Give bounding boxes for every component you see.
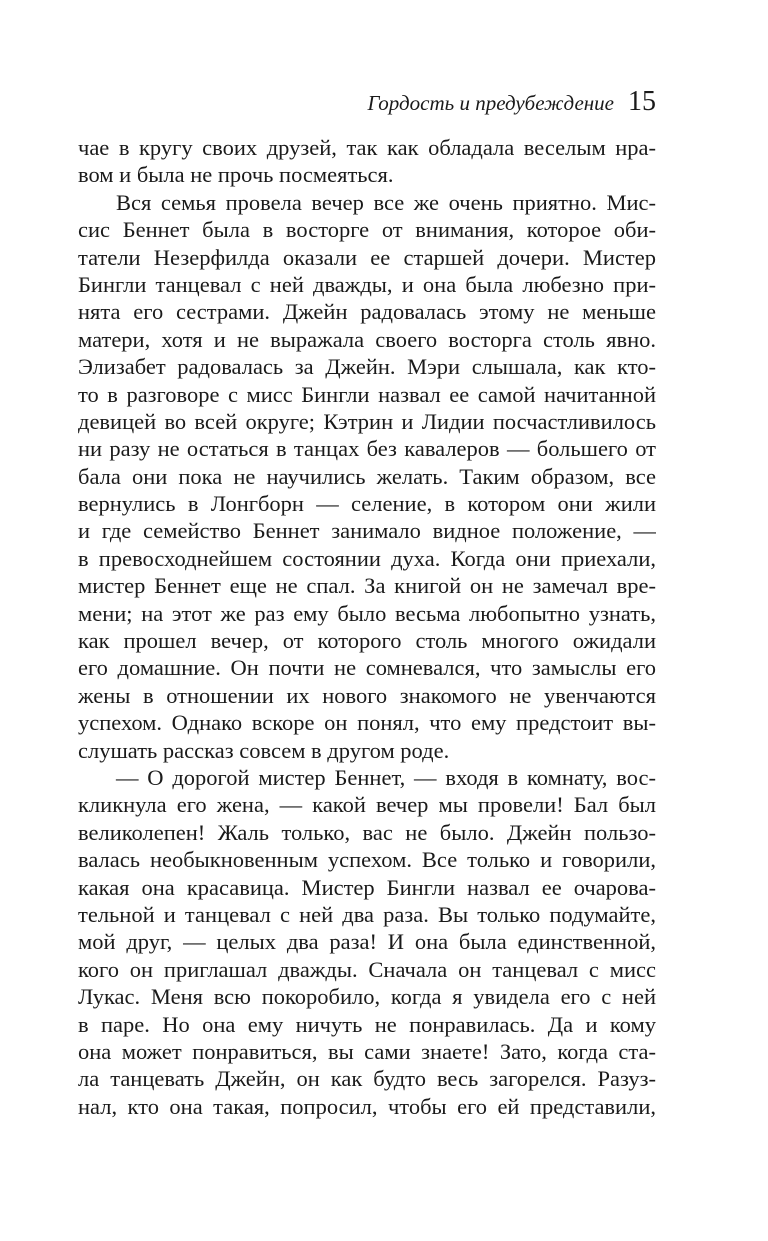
text-line: в превосходнейшем состоянии духа. Когда они приехали,: [78, 545, 656, 571]
text-line: Элизабет радовалась за Джейн. Мэри слышала, как кто-: [78, 354, 656, 380]
text-line: слушать рассказ совсем в другом роде.: [78, 737, 450, 763]
text-line: великолепен! Жаль только, вас не было. Джейн пользо-: [78, 819, 656, 845]
text-line: успехом. Однако вскоре он понял, что ему предстоит вы-: [78, 710, 656, 736]
text-line: его домашние. Он почти не сомневался, что замыслы его: [78, 655, 656, 681]
running-title: Гордость и предубеждение: [367, 91, 614, 115]
text-line: Лукас. Меня всю покоробило, когда я увидела его с ней: [78, 984, 656, 1010]
text-line: Вся семья провела вечер все же очень приятно. Мис-: [116, 189, 656, 215]
body-text: [78, 134, 656, 1120]
text-line: Бингли танцевал с ней дважды, и она была любезно при-: [78, 271, 656, 297]
text-line: нята его сестрами. Джейн радовалась этому не меньше: [78, 299, 656, 325]
text-line: нал, кто она такая, попросил, чтобы его ей представили,: [78, 1093, 656, 1119]
text-line: сис Беннет была в восторге от внимания, которое оби-: [78, 217, 656, 243]
text-line: валась необыкновенным успехом. Все только и говорили,: [78, 847, 656, 873]
text-line: кого он приглашал дважды. Сначала он танцевал с мисс: [78, 956, 656, 982]
text-line: мистер Беннет еще не спал. За книгой он не замечал вре-: [78, 573, 656, 599]
text-line: жены в отношении их нового знакомого не увенчаются: [78, 682, 656, 708]
text-line: ла танцевать Джейн, он как будто весь загорелся. Разуз-: [78, 1066, 656, 1092]
text-line: какая она красавица. Мистер Бингли назвал ее очарова-: [78, 874, 656, 900]
text-line: татели Незерфилда оказали ее старшей дочери. Мистер: [78, 244, 656, 270]
text-line: мени; на этот же раз ему было весьма любопытно узнать,: [78, 600, 656, 626]
text-line: — О дорогой мистер Беннет, — входя в комнату, вос-: [116, 764, 656, 790]
text-line: она может понравиться, вы сами знаете! Зато, когда ста-: [78, 1038, 656, 1064]
text-line: мой друг, — целых два раза! И она была единственной,: [78, 929, 656, 955]
text-line: вом и была не прочь посмеяться.: [78, 162, 394, 188]
text-line: бала они пока не научились желать. Таким образом, все: [78, 463, 656, 489]
text-line: кликнула его жена, — какой вечер мы провели! Бал был: [78, 792, 656, 818]
text-line: и где семейство Беннет занимало видное положение, —: [78, 518, 656, 544]
text-line: чае в кругу своих друзей, так как обладала веселым нра-: [78, 135, 656, 160]
text-line: как прошел вечер, от которого столь многого ожидали: [78, 628, 656, 654]
text-line: матери, хотя и не выражала своего восторга столь явно.: [78, 326, 656, 352]
text-line: ни разу не остаться в танцах без кавалеров — большего от: [78, 436, 656, 462]
running-header: [367, 86, 656, 118]
text-line: тельной и танцевал с ней два раза. Вы только подумайте,: [78, 901, 656, 927]
text-line: девицей во всей округе; Кэтрин и Лидии посчастливилось: [78, 408, 656, 434]
text-line: в паре. Но она ему ничуть не понравилась. Да и кому: [78, 1011, 656, 1037]
text-line: то в разговоре с мисс Бингли назвал ее самой начитанной: [78, 381, 656, 407]
page-number: 15: [628, 86, 656, 117]
text-line: вернулись в Лонгборн — селение, в котором они жили: [78, 491, 656, 517]
